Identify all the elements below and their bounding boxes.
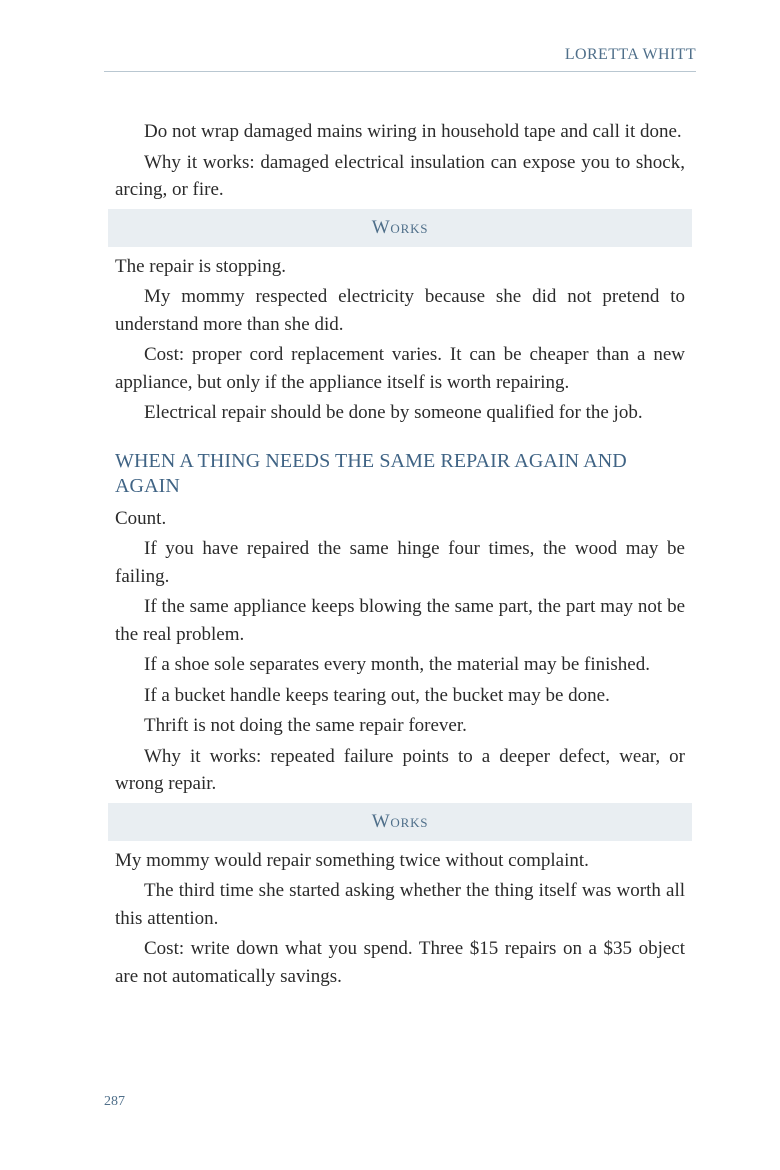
page-body xyxy=(115,118,685,993)
paragraph: The repair is stopping. xyxy=(115,255,286,277)
paragraph: Why it works: damaged electrical insulation can expose you to shock, arcing, or fire. xyxy=(115,151,685,200)
paragraph: My mommy would repair something twice without complaint. xyxy=(115,849,589,871)
paragraph: If the same appliance keeps blowing the same part, the part may not be the real problem. xyxy=(115,596,685,645)
paragraph: Thrift is not doing the same repair forever. xyxy=(144,715,467,736)
paragraph: Count. xyxy=(115,507,167,529)
paragraph: Electrical repair should be done by someone qualified for the job. xyxy=(144,402,643,423)
section-band-works: Works xyxy=(108,803,692,841)
running-head: LORETTA WHITT xyxy=(564,46,696,63)
section-band-works: Works xyxy=(108,209,692,247)
paragraph: Do not wrap damaged mains wiring in household tape and call it done. xyxy=(144,121,682,142)
section-heading: WHEN A THING NEEDS THE SAME REPAIR AGAIN AND AGAIN xyxy=(115,449,627,497)
paragraph: If you have repaired the same hinge four times, the wood may be failing. xyxy=(115,538,685,587)
paragraph: Why it works: repeated failure points to a deeper defect, wear, or wrong repair. xyxy=(115,745,685,794)
header-rule xyxy=(104,71,696,72)
page-number: 287 xyxy=(104,1094,125,1109)
paragraph: My mommy respected electricity because she did not pretend to understand more than she did. xyxy=(115,286,685,335)
paragraph: Cost: proper cord replacement varies. It can be cheaper than a new appliance, but only if the appliance itself is worth repairing. xyxy=(115,344,685,393)
paragraph: If a bucket handle keeps tearing out, the bucket may be done. xyxy=(144,684,610,706)
paragraph: Cost: write down what you spend. Three $15 repairs on a $35 object are not automatically savings. xyxy=(115,938,685,987)
paragraph: If a shoe sole separates every month, the material may be finished. xyxy=(144,654,650,675)
paragraph: The third time she started asking whether the thing itself was worth all this attention. xyxy=(115,880,685,929)
